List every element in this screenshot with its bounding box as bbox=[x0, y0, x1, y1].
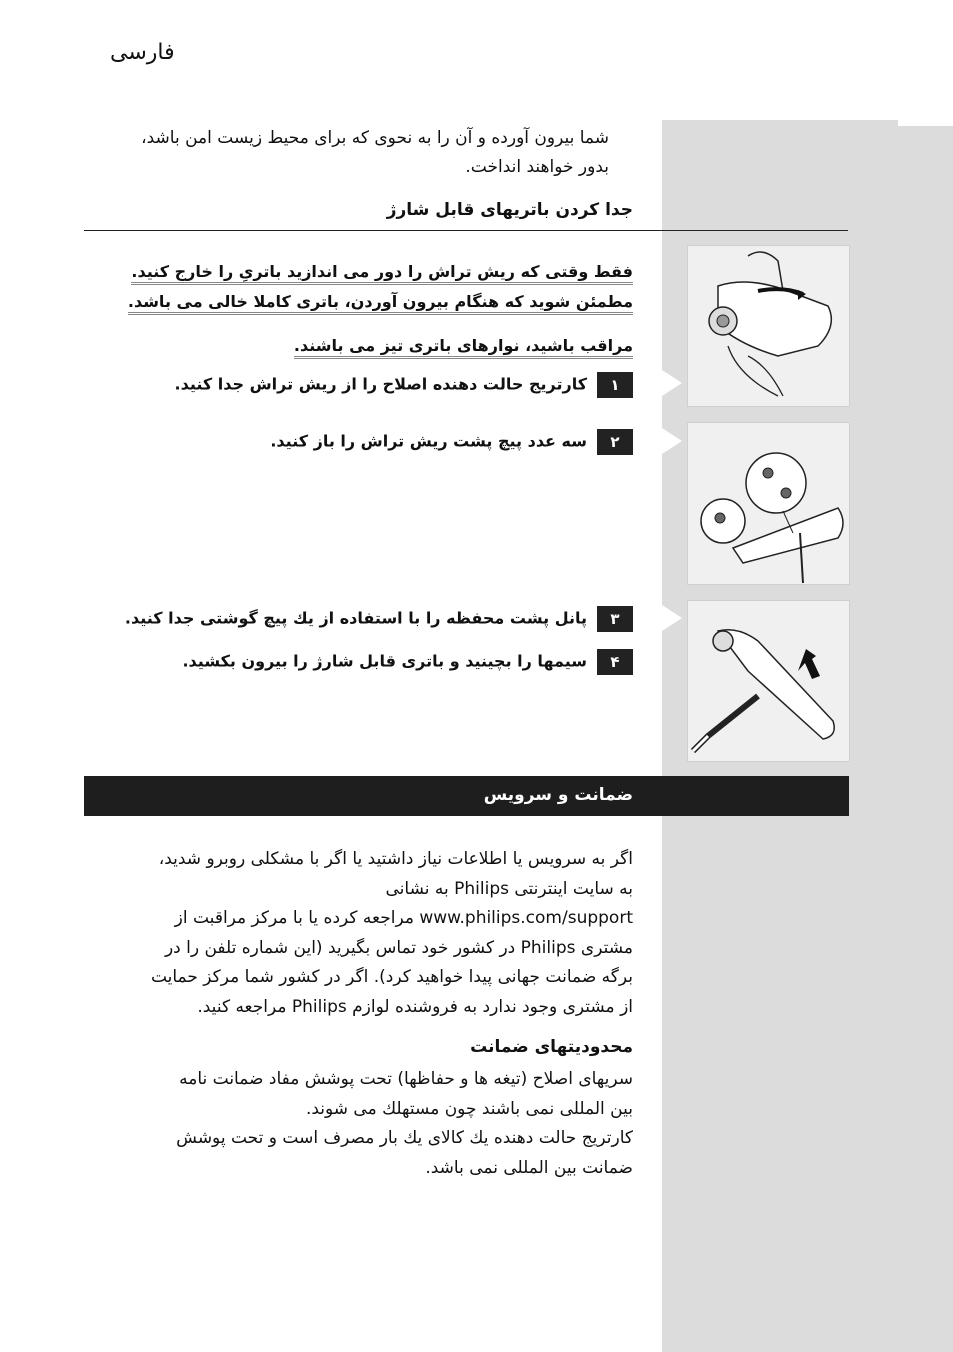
pointer-arrow-icon bbox=[662, 428, 682, 454]
service-section-header bbox=[84, 776, 849, 816]
warranty-line-4: ضمانت بین المللی نمی باشد. bbox=[425, 1157, 633, 1178]
service-line-5: برگه ضمانت جهانی پیدا خواهید کرد). اگر در کشور شما مرکز حمایت bbox=[150, 967, 633, 987]
remove-batteries-heading: جدا کردن باتریهای قابل شارژ bbox=[386, 200, 633, 220]
step-number: ۱ bbox=[597, 372, 633, 398]
step-number: ۲ bbox=[597, 429, 633, 455]
service-line-4: مشتری Philips در کشور خود تماس بگیرید (این شماره تلفن را در bbox=[164, 937, 633, 958]
intro-paragraph bbox=[84, 124, 609, 182]
step-4 bbox=[84, 649, 633, 675]
service-line-6: از مشتری وجود ندارد به فروشنده لوازم Philips مراجعه کنید. bbox=[197, 996, 633, 1017]
service-line-3: www.philips.com/support مراجعه کرده یا با مرکز مراقبت از bbox=[174, 908, 633, 928]
step-3 bbox=[84, 606, 633, 632]
step-text: کارتریج حالت دهنده اصلاح را از ریش تراش جدا کنید. bbox=[174, 374, 587, 394]
pointer-arrow-icon bbox=[662, 370, 682, 396]
intro-line-2: بدور خواهند انداخت. bbox=[465, 157, 609, 177]
warning-line-1: فقط وقتی که ریش تراش را دور می اندازید باتریِ را خارج کنید. bbox=[131, 262, 633, 285]
service-line-2: به سایت اینترنتی Philips به نشانی bbox=[385, 878, 633, 899]
step-number: ۳ bbox=[597, 606, 633, 632]
warranty-restrictions-heading: محدودیتهای ضمانت bbox=[470, 1037, 633, 1057]
language-label: فارسی bbox=[110, 40, 175, 65]
step-1 bbox=[84, 372, 633, 398]
warranty-line-2: بین المللی نمی باشند چون مستهلك می شوند. bbox=[305, 1098, 633, 1119]
pointer-arrow-icon bbox=[662, 605, 682, 631]
warranty-line-1: سریهای اصلاح (تیغه ها و حفاظها) تحت پوشش مفاد ضمانت نامه bbox=[179, 1069, 633, 1089]
warranty-paragraph bbox=[84, 1065, 633, 1183]
caution-block bbox=[84, 331, 633, 361]
step-text: پانل پشت محفظه را با استفاده از یك پیچ گوشتی جدا کنید. bbox=[124, 608, 587, 628]
step-text: سه عدد پیچ پشت ریش تراش را باز کنید. bbox=[270, 431, 587, 451]
service-line-1: اگر به سرویس یا اطلاعات نیاز داشتید یا اگر با مشکلی روبرو شدید، bbox=[158, 849, 633, 869]
step-text: سیمها را بچینید و باتری قابل شارژ را بیرون بکشید. bbox=[182, 651, 587, 671]
section-divider bbox=[84, 230, 848, 231]
caution-line: مراقب باشید، نوارهای باتری تیز می باشند. bbox=[294, 336, 633, 359]
intro-line-1: شما بیرون آورده و آن را به نحوی که برای محیط زیست امن باشد، bbox=[141, 128, 609, 148]
service-section-title: ضمانت و سرویس bbox=[483, 785, 633, 805]
warning-line-2: مطمئن شوید که هنگام بیرون آوردن، باتری کاملا خالی می باشد. bbox=[128, 292, 633, 315]
warning-block bbox=[84, 257, 633, 317]
shaver-back-panel-screwdriver-illustration bbox=[687, 600, 850, 762]
step-2 bbox=[84, 429, 633, 455]
warranty-line-3: کارتریج حالت دهنده یك کالای یك بار مصرف است و تحت پوشش bbox=[176, 1128, 633, 1148]
shaver-cartridge-removal-illustration bbox=[687, 245, 850, 407]
service-paragraph bbox=[84, 845, 633, 1022]
shaver-screws-illustration bbox=[687, 422, 850, 585]
sidebar-tab-notch bbox=[898, 120, 953, 126]
step-number: ۴ bbox=[597, 649, 633, 675]
